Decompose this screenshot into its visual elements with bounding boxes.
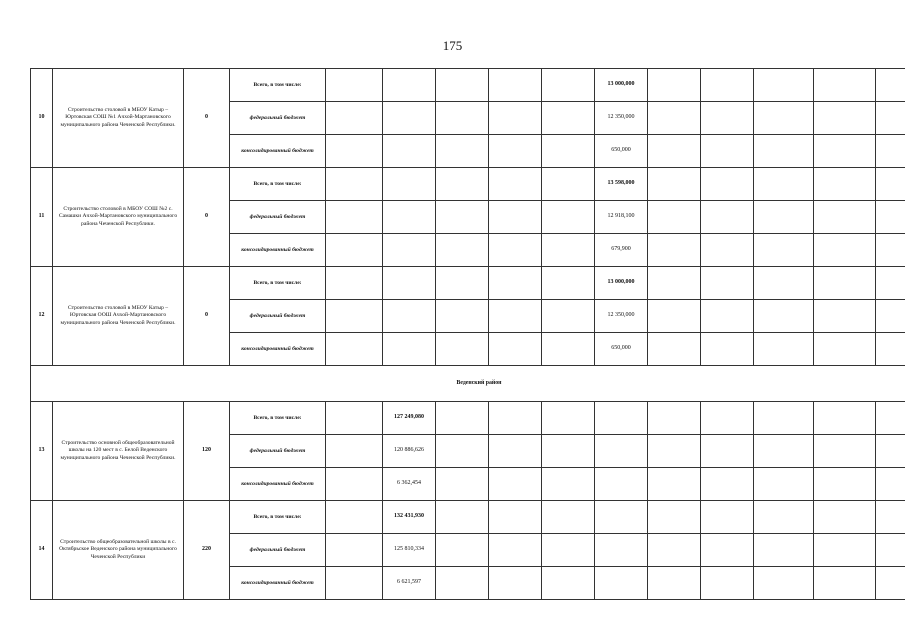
empty-cell (542, 501, 595, 534)
empty-cell (542, 168, 595, 201)
amount-cell: 132 431,930 (383, 501, 436, 534)
empty-cell (383, 201, 436, 234)
amount-cell: 127 249,080 (383, 402, 436, 435)
project-number: 14 (31, 501, 53, 600)
empty-cell (326, 168, 383, 201)
amount-cell: 13 598,000 (595, 168, 648, 201)
empty-cell (754, 69, 814, 102)
empty-cell (326, 69, 383, 102)
empty-cell (648, 567, 701, 600)
empty-cell (489, 567, 542, 600)
empty-cell (876, 402, 905, 435)
funding-source-label: федеральный бюджет (230, 102, 326, 135)
empty-cell (436, 402, 489, 435)
empty-cell (595, 534, 648, 567)
empty-cell (542, 69, 595, 102)
project-number: 10 (31, 69, 53, 168)
empty-cell (754, 468, 814, 501)
project-name: Строительство столовой в МБОУ Катыр – Юртовская ООШ Ачхой-Мартановского муниципального района Чеченской Республики. (53, 267, 184, 366)
table-row (31, 69, 905, 102)
empty-cell (383, 102, 436, 135)
empty-cell (383, 135, 436, 168)
empty-cell (489, 501, 542, 534)
empty-cell (701, 402, 754, 435)
empty-cell (542, 468, 595, 501)
funding-source-label: Всего, в том числе: (230, 69, 326, 102)
empty-cell (489, 300, 542, 333)
empty-cell (326, 102, 383, 135)
empty-cell (701, 300, 754, 333)
empty-cell (814, 501, 876, 534)
table-row (31, 168, 905, 201)
empty-cell (489, 534, 542, 567)
empty-cell (701, 333, 754, 366)
project-number: 12 (31, 267, 53, 366)
empty-cell (595, 435, 648, 468)
empty-cell (489, 102, 542, 135)
empty-cell (326, 567, 383, 600)
empty-cell (876, 567, 905, 600)
empty-cell (876, 333, 905, 366)
table-row (31, 402, 905, 435)
empty-cell (489, 468, 542, 501)
empty-cell (489, 69, 542, 102)
empty-cell (876, 267, 905, 300)
empty-cell (814, 402, 876, 435)
empty-cell (542, 135, 595, 168)
funding-source-label: консолидированный бюджет (230, 468, 326, 501)
empty-cell (383, 168, 436, 201)
empty-cell (436, 501, 489, 534)
page-number: 175 (442, 38, 463, 53)
empty-cell (814, 567, 876, 600)
empty-cell (754, 201, 814, 234)
empty-cell (489, 267, 542, 300)
empty-cell (648, 102, 701, 135)
empty-cell (595, 567, 648, 600)
empty-cell (648, 300, 701, 333)
empty-cell (754, 402, 814, 435)
empty-cell (876, 135, 905, 168)
empty-cell (326, 435, 383, 468)
project-number: 11 (31, 168, 53, 267)
empty-cell (326, 201, 383, 234)
empty-cell (595, 468, 648, 501)
project-name: Строительство столовой в МБОУ Катыр – Юртовская СОШ №1 Ачхой-Мартановского муниципального района Чеченской Республики. (53, 69, 184, 168)
empty-cell (754, 333, 814, 366)
project-capacity: 120 (184, 402, 230, 501)
empty-cell (436, 300, 489, 333)
empty-cell (876, 501, 905, 534)
empty-cell (326, 267, 383, 300)
empty-cell (754, 234, 814, 267)
empty-cell (436, 69, 489, 102)
funding-source-label: федеральный бюджет (230, 534, 326, 567)
project-capacity: 220 (184, 501, 230, 600)
funding-source-label: федеральный бюджет (230, 201, 326, 234)
amount-cell: 679,900 (595, 234, 648, 267)
budget-table (30, 68, 905, 600)
empty-cell (701, 135, 754, 168)
funding-source-label: Всего, в том числе: (230, 402, 326, 435)
funding-source-label: Всего, в том числе: (230, 168, 326, 201)
empty-cell (876, 201, 905, 234)
empty-cell (814, 534, 876, 567)
empty-cell (754, 102, 814, 135)
project-name: Строительство основной общеобразовательной школы на 120 мест в с. Белой Веденского муниципального района Чеченской Республики. (53, 402, 184, 501)
empty-cell (701, 168, 754, 201)
empty-cell (814, 102, 876, 135)
empty-cell (542, 435, 595, 468)
section-row (31, 366, 905, 402)
empty-cell (754, 300, 814, 333)
project-capacity: 0 (184, 69, 230, 168)
empty-cell (542, 201, 595, 234)
empty-cell (542, 402, 595, 435)
empty-cell (489, 135, 542, 168)
empty-cell (648, 402, 701, 435)
empty-cell (436, 267, 489, 300)
funding-source-label: консолидированный бюджет (230, 333, 326, 366)
empty-cell (876, 69, 905, 102)
empty-cell (436, 234, 489, 267)
empty-cell (542, 534, 595, 567)
empty-cell (648, 135, 701, 168)
empty-cell (436, 567, 489, 600)
empty-cell (701, 267, 754, 300)
empty-cell (701, 501, 754, 534)
empty-cell (754, 534, 814, 567)
empty-cell (542, 300, 595, 333)
empty-cell (648, 435, 701, 468)
empty-cell (326, 501, 383, 534)
empty-cell (326, 234, 383, 267)
amount-cell: 13 000,000 (595, 267, 648, 300)
empty-cell (489, 168, 542, 201)
empty-cell (595, 402, 648, 435)
empty-cell (383, 333, 436, 366)
empty-cell (701, 201, 754, 234)
empty-cell (701, 567, 754, 600)
funding-source-label: федеральный бюджет (230, 435, 326, 468)
empty-cell (326, 402, 383, 435)
project-capacity: 0 (184, 267, 230, 366)
empty-cell (436, 135, 489, 168)
empty-cell (542, 267, 595, 300)
empty-cell (648, 201, 701, 234)
empty-cell (489, 402, 542, 435)
empty-cell (876, 435, 905, 468)
amount-cell: 12 350,000 (595, 102, 648, 135)
empty-cell (814, 300, 876, 333)
empty-cell (383, 69, 436, 102)
project-name: Строительство столовой в МБОУ СОШ №2 с. Самашки Ачхой-Мартановского муниципального района Чеченской Республики. (53, 168, 184, 267)
empty-cell (754, 135, 814, 168)
project-capacity: 0 (184, 168, 230, 267)
empty-cell (876, 468, 905, 501)
empty-cell (542, 234, 595, 267)
table-row (31, 267, 905, 300)
section-header: Веденский район (31, 366, 905, 402)
empty-cell (814, 168, 876, 201)
empty-cell (648, 468, 701, 501)
empty-cell (436, 468, 489, 501)
empty-cell (489, 435, 542, 468)
empty-cell (648, 168, 701, 201)
amount-cell: 6 621,597 (383, 567, 436, 600)
amount-cell: 12 350,000 (595, 300, 648, 333)
empty-cell (754, 267, 814, 300)
empty-cell (648, 69, 701, 102)
funding-source-label: консолидированный бюджет (230, 234, 326, 267)
amount-cell: 650,000 (595, 135, 648, 168)
empty-cell (436, 534, 489, 567)
empty-cell (489, 201, 542, 234)
project-name: Строительство общеобразовательной школы в с. Октябрьское Веденского района муниципального Чеченской Республики (53, 501, 184, 600)
empty-cell (876, 102, 905, 135)
funding-source-label: федеральный бюджет (230, 300, 326, 333)
empty-cell (701, 435, 754, 468)
empty-cell (489, 333, 542, 366)
empty-cell (648, 234, 701, 267)
empty-cell (542, 567, 595, 600)
empty-cell (814, 69, 876, 102)
empty-cell (436, 168, 489, 201)
empty-cell (383, 267, 436, 300)
empty-cell (648, 501, 701, 534)
amount-cell: 120 886,626 (383, 435, 436, 468)
empty-cell (326, 468, 383, 501)
empty-cell (595, 501, 648, 534)
empty-cell (648, 534, 701, 567)
empty-cell (542, 333, 595, 366)
empty-cell (814, 333, 876, 366)
empty-cell (814, 135, 876, 168)
empty-cell (814, 435, 876, 468)
empty-cell (754, 168, 814, 201)
empty-cell (754, 501, 814, 534)
funding-source-label: консолидированный бюджет (230, 135, 326, 168)
empty-cell (542, 102, 595, 135)
empty-cell (326, 333, 383, 366)
empty-cell (876, 168, 905, 201)
amount-cell: 650,000 (595, 333, 648, 366)
empty-cell (436, 102, 489, 135)
funding-source-label: консолидированный бюджет (230, 567, 326, 600)
empty-cell (436, 435, 489, 468)
empty-cell (648, 267, 701, 300)
empty-cell (876, 534, 905, 567)
amount-cell: 13 000,000 (595, 69, 648, 102)
empty-cell (754, 435, 814, 468)
empty-cell (326, 135, 383, 168)
empty-cell (814, 468, 876, 501)
amount-cell: 6 362,454 (383, 468, 436, 501)
empty-cell (876, 300, 905, 333)
empty-cell (701, 69, 754, 102)
amount-cell: 12 918,100 (595, 201, 648, 234)
empty-cell (814, 267, 876, 300)
empty-cell (701, 102, 754, 135)
empty-cell (876, 234, 905, 267)
empty-cell (326, 300, 383, 333)
empty-cell (814, 234, 876, 267)
empty-cell (701, 234, 754, 267)
project-number: 13 (31, 402, 53, 501)
amount-cell: 125 810,334 (383, 534, 436, 567)
funding-source-label: Всего, в том числе: (230, 267, 326, 300)
empty-cell (754, 567, 814, 600)
funding-source-label: Всего, в том числе: (230, 501, 326, 534)
empty-cell (436, 201, 489, 234)
empty-cell (701, 534, 754, 567)
table-row (31, 501, 905, 534)
empty-cell (489, 234, 542, 267)
empty-cell (383, 300, 436, 333)
empty-cell (436, 333, 489, 366)
empty-cell (648, 333, 701, 366)
empty-cell (814, 201, 876, 234)
empty-cell (326, 534, 383, 567)
empty-cell (701, 468, 754, 501)
empty-cell (383, 234, 436, 267)
